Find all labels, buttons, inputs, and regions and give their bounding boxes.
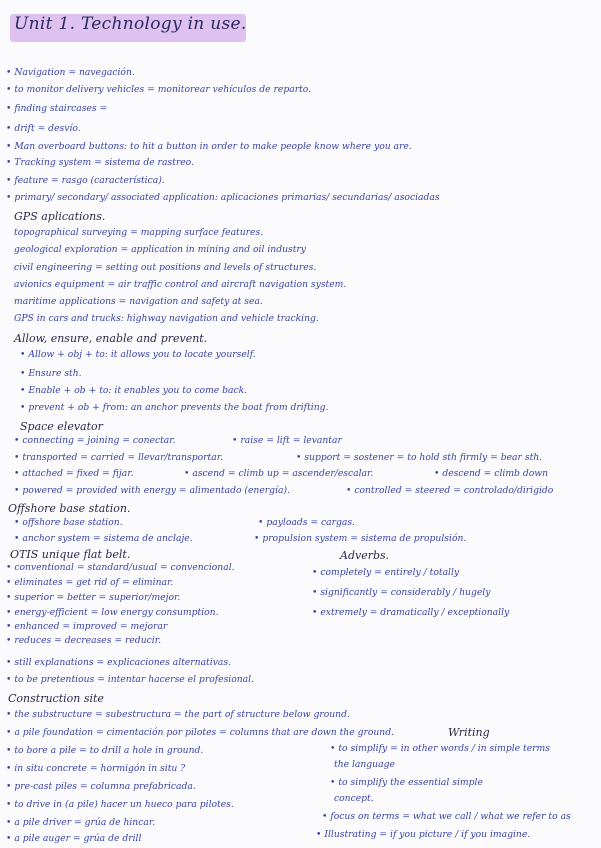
note-line-l16: Allow, ensure, enable and prevent. — [14, 332, 208, 345]
note-line-l24: • transported = carried = llevar/transportar. — [14, 452, 224, 463]
note-line-l54: • pre-cast piles = columna prefabricada. — [6, 781, 196, 792]
note-line-l40: • eliminates = get rid of = eliminar. — [6, 577, 174, 588]
note-line-l62: concept. — [334, 793, 374, 804]
note-line-l20: • prevent + ob + from: an anchor prevents the boat from drifting. — [20, 402, 329, 413]
note-line-l30: • controlled = steered = controlado/dirigido — [346, 485, 554, 496]
note-line-l61: • to simplify the essential simple — [330, 777, 483, 788]
note-line-l5: • Man overboard buttons: to hit a button in order to make people know where you are. — [6, 141, 412, 152]
note-line-l58: Writing — [448, 726, 490, 739]
note-line-l43: • energy-efficient = low energy consumption. — [6, 607, 219, 618]
note-line-l18: • Ensure sth. — [20, 368, 82, 379]
note-line-l39: • completely = entirely / totally — [312, 567, 460, 578]
note-line-l25: • support = sostener = to hold sth firmly = bear sth. — [296, 452, 543, 463]
note-line-l53: • in situ concrete = hormigón in situ ? — [6, 763, 186, 774]
note-line-l60: the language — [334, 759, 395, 770]
note-line-l55: • to drive in (a pile) hacer un hueco para pilotes. — [6, 799, 234, 810]
note-line-l2: • to monitor delivery vehicles = monitorear vehículos de reparto. — [6, 84, 312, 95]
note-line-l42: • significantly = considerably / hugely — [312, 587, 491, 598]
note-line-l35: • propulsion system = sistema de propulsión. — [254, 533, 467, 544]
note-line-l9: GPS aplications. — [14, 210, 106, 223]
note-line-l22: • connecting = joining = conectar. — [14, 435, 176, 446]
note-line-l56: • a pile driver = grúa de hincar. — [6, 817, 156, 828]
note-line-l50: • the substructure = subestructura = the part of structure below ground. — [6, 709, 350, 720]
note-line-l28: • descend = climb down — [434, 468, 549, 479]
note-line-l7: • feature = rasgo (característica). — [6, 175, 165, 186]
note-line-l46: • reduces = decreases = reducir. — [6, 635, 161, 646]
note-line-l4: • drift = desvío. — [6, 123, 81, 134]
note-line-l17: • Allow + obj + to: it allows you to locate yourself. — [20, 349, 256, 360]
note-line-l51: • a pile foundation = cimentación por pilotes = columns that are down the ground. — [6, 727, 395, 738]
note-line-l12: civil engineering = setting out positions and levels of structures. — [14, 262, 317, 273]
note-line-l15: GPS in cars and trucks: highway navigation and vehicle tracking. — [14, 313, 319, 324]
note-line-l34: • anchor system = sistema de anclaje. — [14, 533, 193, 544]
note-line-l1: • Navigation = navegación. — [6, 67, 135, 78]
note-line-l3: • finding staircases = — [6, 103, 108, 114]
note-line-l6: • Tracking system = sistema de rastreo. — [6, 157, 194, 168]
note-line-l8: • primary/ secondary/ associated application: aplicaciones primarias/ secundarias/ asociadas — [6, 192, 440, 203]
note-line-l33: • payloads = cargas. — [258, 517, 355, 528]
note-line-l14: maritime applications = navigation and safety at sea. — [14, 296, 263, 307]
page-title: Unit 1. Technology in use. — [14, 14, 247, 34]
note-line-l47: • still explanations = explicaciones alternativas. — [6, 657, 231, 668]
note-line-l57: • a pile auger = grúa de drill — [6, 833, 142, 844]
note-line-l38: • conventional = standard/usual = convencional. — [6, 562, 235, 573]
note-line-l36: OTIS unique flat belt. — [10, 548, 131, 561]
note-line-l11: geological exploration = application in mining and oil industry — [14, 244, 306, 255]
note-line-l64: • Illustrating = if you picture / if you imagine. — [316, 829, 531, 840]
note-line-l45: • extremely = dramatically / exceptionally — [312, 607, 510, 618]
note-line-l29: • powered = provided with energy = alimentado (energía). — [14, 485, 290, 496]
note-line-l37: Adverbs. — [340, 549, 390, 562]
note-line-l63: • focus on terms = what we call / what we refer to as — [322, 811, 571, 822]
note-line-l19: • Enable + ob + to: it enables you to come back. — [20, 385, 248, 396]
note-line-l41: • superior = better = superior/mejor. — [6, 592, 181, 603]
note-line-l49: Construction site — [8, 692, 104, 705]
note-line-l26: • attached = fixed = fijar. — [14, 468, 134, 479]
note-line-l13: avionics equipment = air traffic control and aircraft navigation system. — [14, 279, 347, 290]
note-line-l23: • raise = lift = levantar — [232, 435, 342, 446]
note-line-l52: • to bore a pile = to drill a hole in ground. — [6, 745, 204, 756]
note-line-l44: • enhanced = improved = mejorar — [6, 621, 168, 632]
note-line-l10: topographical surveying = mapping surface features. — [14, 227, 264, 238]
note-line-l31: Offshore base station. — [8, 502, 131, 515]
note-line-l48: • to be pretentious = intentar hacerse el profesional. — [6, 674, 255, 685]
note-line-l21: Space elevator — [20, 420, 103, 433]
note-line-l59: • to simplify = in other words / in simple terms — [330, 743, 550, 754]
note-line-l27: • ascend = climb up = ascender/escalar. — [184, 468, 374, 479]
note-line-l32: • offshore base station. — [14, 517, 123, 528]
